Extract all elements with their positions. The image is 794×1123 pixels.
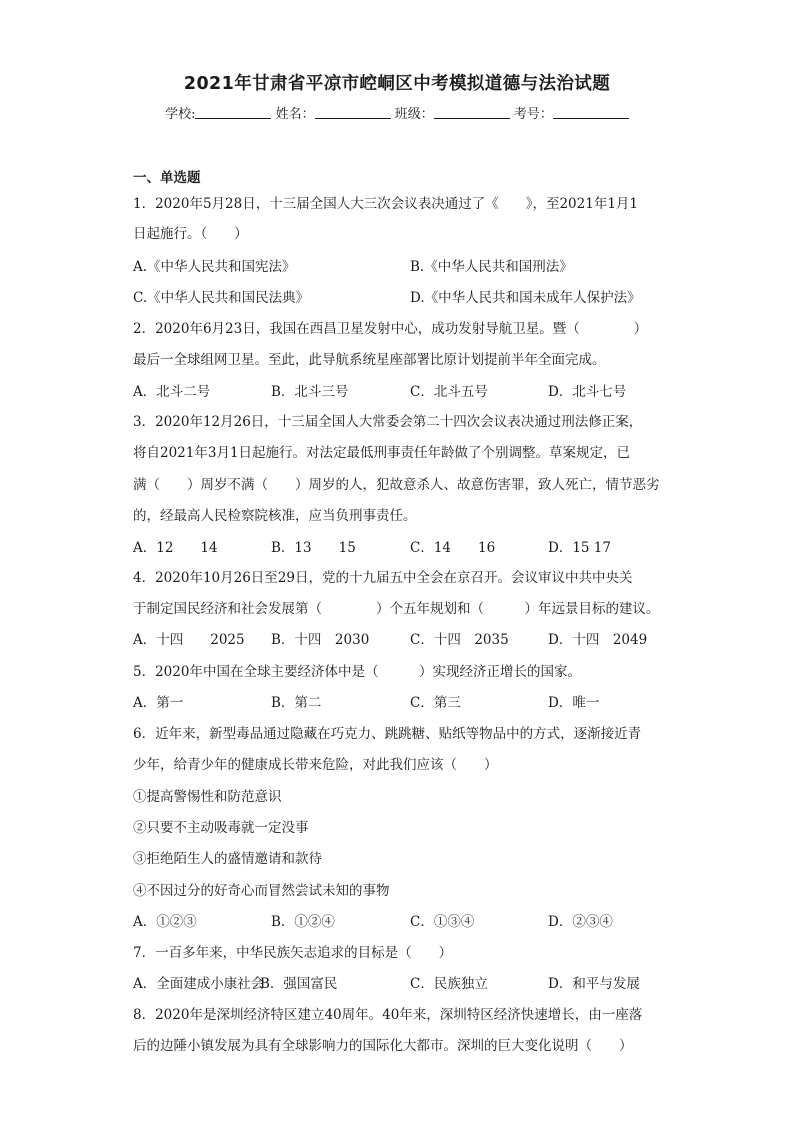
question-5-option-c[interactable]: C．第三 (410, 695, 461, 711)
question-4-option-a[interactable]: A．十四 2025 (133, 632, 245, 648)
class-blank[interactable] (434, 106, 510, 119)
question-3-line-4: 的，经最高人民检察院核准，应当负刑事责任。 (133, 508, 417, 524)
question-6-option-c[interactable]: C．①③④ (410, 914, 475, 930)
question-5-option-d[interactable]: D．唯一 (548, 695, 600, 711)
question-5-option-b[interactable]: B．第二 (271, 695, 322, 711)
name-blank[interactable] (315, 106, 391, 119)
question-7-option-b[interactable]: B．强国富民 (260, 976, 338, 992)
question-2-option-c[interactable]: C．北斗五号 (410, 384, 488, 400)
question-4-option-c[interactable]: C．十四 2035 (410, 632, 509, 648)
question-1-line-2: 日起施行。（ ） (133, 226, 248, 242)
question-2-option-d[interactable]: D．北斗七号 (548, 384, 627, 400)
question-1-option-a[interactable]: A.《中华人民共和国宪法》 (133, 259, 296, 275)
question-6-option-a[interactable]: A．①②③ (133, 914, 197, 930)
question-2-option-b[interactable]: B．北斗三号 (271, 384, 349, 400)
question-7-option-a[interactable]: A．全面建成小康社会 (133, 976, 265, 992)
question-6-line-2: 少年，给青少年的健康成长带来危险，对此我们应该（ ） (133, 757, 498, 773)
question-7-option-c[interactable]: C．民族独立 (410, 976, 488, 992)
question-3-line-2: 将自2021年3月1日起施行。对法定最低刑事责任年龄做了个别调整。草案规定，已 (133, 445, 631, 461)
question-6-statement-4: ④不因过分的好奇心而冒然尝试未知的事物 (133, 883, 390, 899)
question-5-line-1: 5．2020年中国在全球主要经济体中是（ ）实现经济正增长的国家。 (133, 664, 581, 680)
page-title: 2021年甘肃省平凉市崆峒区中考模拟道德与法治试题 (183, 74, 611, 94)
question-2-line-1: 2．2020年6月23日，我国在西昌卫星发射中心，成功发射导航卫星。暨（ ） (133, 321, 648, 337)
school-label: 学校: (165, 107, 196, 122)
question-5-option-a[interactable]: A．第一 (133, 695, 184, 711)
question-3-option-b[interactable]: B．13 15 (271, 540, 356, 556)
question-3-option-a[interactable]: A．12 14 (133, 540, 218, 556)
section-title: 一、单选题 (133, 170, 201, 186)
question-4-line-1: 4．2020年10月26日至29日，党的十九届五中全会在京召开。会议审议中共中央关 (133, 570, 633, 586)
question-6-option-d[interactable]: D．②③④ (548, 914, 613, 930)
school-blank[interactable] (195, 106, 271, 119)
question-1-option-c[interactable]: C.《中华人民共和国民法典》 (133, 290, 310, 306)
question-2-line-2: 最后一全球组网卫星。至此，此导航系统星座部署比原计划提前半年全面完成。 (133, 352, 606, 368)
question-4-option-d[interactable]: D．十四 2049 (548, 632, 648, 648)
question-1-option-b[interactable]: B.《中华人民共和国刑法》 (410, 259, 573, 275)
question-7-option-d[interactable]: D．和平与发展 (548, 976, 640, 992)
question-2-option-a[interactable]: A．北斗二号 (133, 384, 211, 400)
question-6-line-1: 6．近年来，新型毒品通过隐藏在巧克力、跳跳糖、贴纸等物品中的方式，逐渐接近青 (133, 726, 642, 742)
question-3-option-c[interactable]: C．14 16 (410, 540, 496, 556)
question-8-line-1: 8．2020年是深圳经济特区建立40周年。40年来，深圳特区经济快速增长，由一座落 (133, 1007, 643, 1023)
question-3-line-1: 3．2020年12月26日，十三届全国人大常委会第二十四次会议表决通过刑法修正案， (133, 414, 643, 430)
question-8-line-2: 后的边陲小镇发展为具有全球影响力的国际化大都市。深圳的巨大变化说明（ ） (133, 1038, 633, 1054)
question-6-statement-1: ①提高警惕性和防范意识 (133, 789, 282, 805)
question-3-option-d[interactable]: D．15 17 (548, 540, 611, 556)
question-1-option-d[interactable]: D.《中华人民共和国未成年人保护法》 (410, 290, 641, 306)
exam-number-blank[interactable] (553, 106, 629, 119)
student-info-row (0, 103, 794, 122)
question-1-line-1: 1．2020年5月28日，十三届全国人大三次会议表决通过了《 》，至2021年1月1 (133, 196, 638, 212)
question-3-line-3: 满（ ）周岁不满（ ）周岁的人，犯故意杀人、故意伤害罪，致人死亡，情节恶劣 (133, 477, 660, 493)
question-4-line-2: 于制定国民经济和社会发展第（ ）个五年规划和（ ）年远景目标的建议。 (133, 601, 660, 617)
question-6-statement-2: ②只要不主动吸毒就一定没事 (133, 820, 309, 836)
class-label: 班级： (394, 107, 434, 122)
question-4-option-b[interactable]: B．十四 2030 (271, 632, 370, 648)
question-7-line-1: 7．一百多年来，中华民族矢志追求的目标是（ ） (133, 945, 453, 961)
exam-number-label: 考号： (513, 107, 553, 122)
question-6-option-b[interactable]: B．①②④ (271, 914, 335, 930)
name-label: 姓名： (275, 107, 315, 122)
question-6-statement-3: ③拒绝陌生人的盛情邀请和款待 (133, 851, 322, 867)
